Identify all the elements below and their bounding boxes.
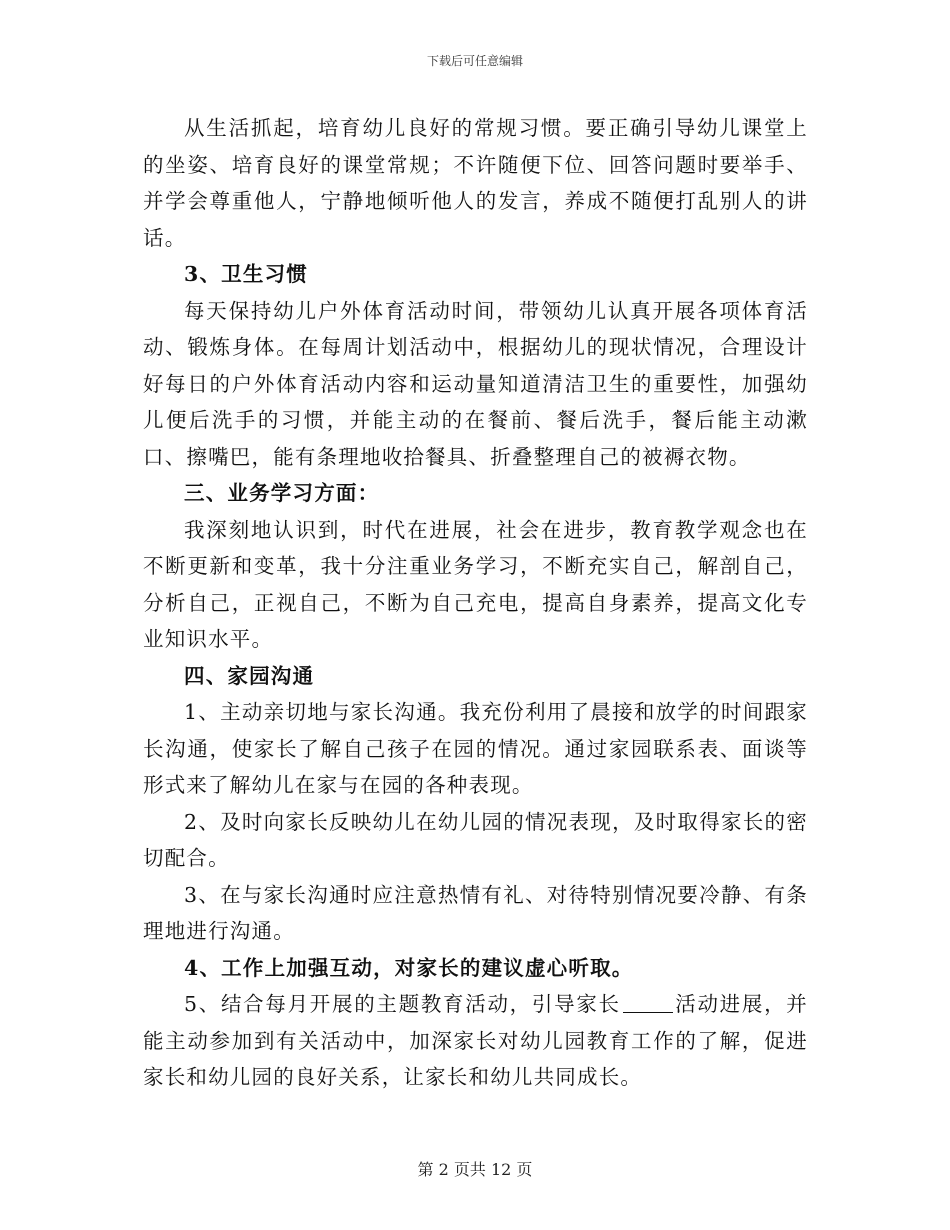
fill-in-blank <box>623 992 673 1013</box>
paragraph-communication-5-start: 5、结合每月开展的主题教育活动，引导家长 <box>184 992 621 1016</box>
page-header: 下载后可任意编辑 <box>426 54 523 68</box>
paragraph-hygiene: 每天保持幼儿户外体育活动时间，带领幼儿认真开展各项体育活动、锻炼身体。在每周计划活动中，根据幼儿的现状情况，合理设计好每日的户外体育活动内容和运动量知道清洁卫生的重要性，加强幼儿便后洗手的习惯，并能主动的在餐前、餐后洗手，餐后能主动漱口、擦嘴巴，能有条理地收拾餐具、折叠整理自己的被褥衣物。 <box>143 298 808 469</box>
page-footer: 第 2 页共 12 页 <box>417 1160 533 1179</box>
paragraph-communication-2: 2、及时向家长反映幼儿在幼儿园的情况表现，及时取得家长的密切配合。 <box>143 809 808 870</box>
paragraph-professional-study: 我深刻地认识到，时代在进展，社会在进步，教育教学观念也在不断更新和变革，我十分注重业务学习，不断充实自己，解剖自己，分析自己，正视自己，不断为自己充电，提高自身素养，提高文化专业知识水平。 <box>143 517 808 651</box>
paragraph-communication-1: 1、主动亲切地与家长沟通。我充份利用了晨接和放学的时间跟家长沟通，使家长了解自己孩子在园的情况。通过家园联系表、面谈等形式来了解幼儿在家与在园的各种表现。 <box>143 700 808 797</box>
paragraph-communication-5-end: 活动进展，并能主动参加到有关活动中，加深家长对幼儿园教育工作的了解，促进家长和幼儿园的良好关系，让家长和幼儿共同成长。 <box>143 992 808 1089</box>
paragraph-communication-5 <box>143 986 808 1096</box>
heading-home-school-communication: 四、家园沟通 <box>184 663 315 688</box>
heading-professional-study: 三、业务学习方面： <box>184 481 380 505</box>
heading-hygiene-habits: 3、卫生习惯 <box>184 262 308 286</box>
heading-communication-4: 4、工作上加强互动，对家长的建议虚心听取。 <box>184 955 634 980</box>
document-body <box>143 110 808 1096</box>
paragraph-habits-intro: 从生活抓起，培育幼儿良好的常规习惯。要正确引导幼儿课堂上的坐姿、培育良好的课堂常规；不许随便下位、回答问题时要举手、并学会尊重他人，宁静地倾听他人的发言，养成不随便打乱别人的讲话。 <box>143 116 808 250</box>
paragraph-communication-3: 3、在与家长沟通时应注意热情有礼、对待特别情况要冷静、有条理地进行沟通。 <box>143 882 808 943</box>
